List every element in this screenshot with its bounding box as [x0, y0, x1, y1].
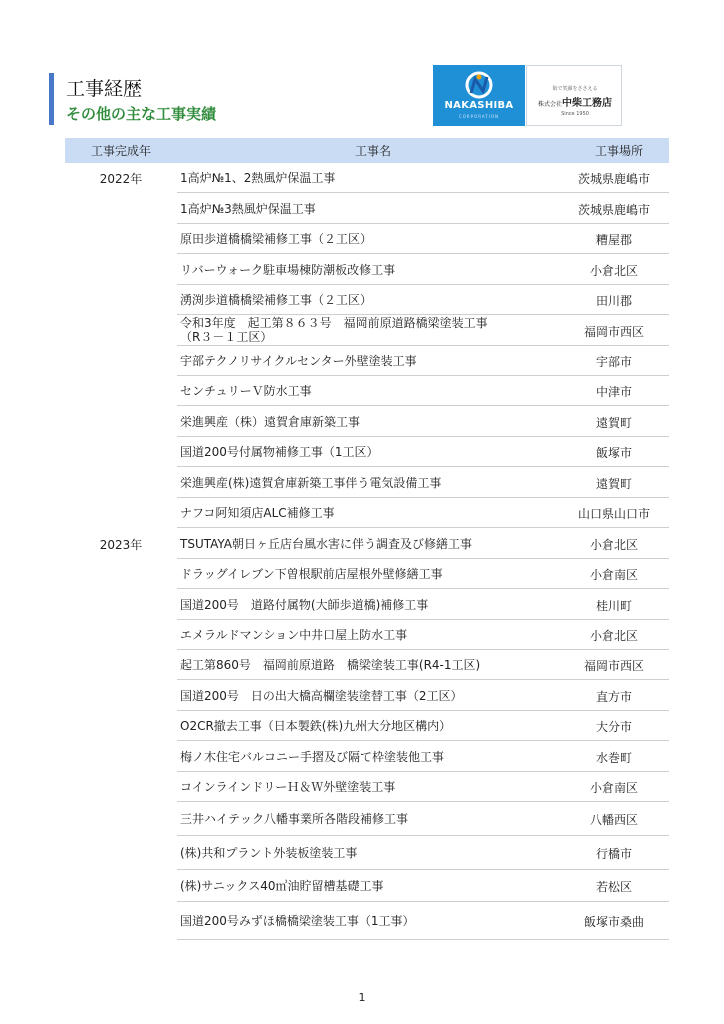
cell-name: 1高炉№1、2熱風炉保温工事 [180, 171, 336, 185]
cell-name: エメラルドマンション中井口屋上防水工事 [180, 628, 408, 642]
table-row [65, 620, 669, 650]
logo-company-prefix: 株式会社 [537, 101, 562, 108]
cell-location: 茨城県鹿嶋市 [577, 203, 650, 217]
cell-name: コインラインドリーＨ＆Ｗ外壁塗装工事 [180, 780, 396, 794]
cell-location: 小倉北区 [589, 264, 638, 278]
cell-location: 遠賀町 [595, 477, 632, 491]
cell-name: (株)共和プラント外装板塗装工事 [180, 846, 358, 860]
cell-location: 大分市 [595, 720, 632, 734]
cell-location: 糟屋郡 [595, 233, 632, 247]
cell-name: ナフコ阿知須店ALC補修工事 [180, 506, 335, 520]
table-header [65, 138, 669, 163]
page-title: 工事経歴 [66, 78, 143, 100]
cell-name: 国道200号付属物補修工事（1工区） [180, 445, 379, 459]
column-header-location: 工事場所 [594, 144, 643, 158]
table-row [65, 224, 669, 254]
logo-company [527, 94, 623, 109]
table-row [65, 836, 669, 870]
cell-location: 小倉北区 [589, 538, 638, 552]
table-row [65, 254, 669, 285]
table-row [65, 406, 669, 437]
column-header-name: 工事名 [354, 144, 391, 158]
table-row [65, 467, 669, 498]
cell-location: 茨城県鹿嶋市 [577, 172, 650, 186]
cell-year: 2022年 [99, 172, 143, 186]
cell-name [180, 316, 560, 344]
cell-location: 水巻町 [595, 751, 632, 765]
page-subtitle: その他の主な工事実績 [66, 105, 217, 123]
cell-name: 起工第860号 福岡前原道路 橋梁塗装工事(R4-1工区) [180, 658, 481, 672]
table-row [65, 870, 669, 902]
table-row [65, 437, 669, 467]
table-row [65, 559, 669, 589]
cell-location: 田川郡 [595, 294, 632, 308]
table-row [65, 902, 669, 940]
cell-name: センチュリーＶ防水工事 [180, 384, 312, 398]
table-row [65, 650, 669, 680]
table-row [65, 589, 669, 620]
table-row [65, 528, 669, 559]
table-row [65, 285, 669, 315]
cell-location: 福岡市西区 [583, 325, 644, 339]
table-row [65, 741, 669, 772]
cell-name: 三井ハイテック八幡事業所各階段補修工事 [180, 812, 409, 826]
row-divider [177, 939, 669, 940]
company-logo-text [526, 65, 622, 126]
cell-location: 八幡西区 [589, 813, 638, 827]
nakashiba-logo-icon [461, 71, 497, 99]
table-row [65, 498, 669, 528]
cell-name: 国道200号 日の出大橋高欄塗装塗替工事（2工区） [180, 689, 463, 703]
logo-company-name: 中柴工務店 [562, 98, 612, 109]
cell-name: 梅ノ木住宅バルコニー手摺及び隔て枠塗装他工事 [180, 750, 445, 764]
cell-location: 小倉北区 [589, 629, 638, 643]
table-row [65, 772, 669, 802]
cell-name: (株)サニックス40㎥油貯留槽基礎工事 [180, 879, 384, 893]
cell-name: 湧渕歩道橋橋梁補修工事（２工区） [180, 293, 373, 307]
logo-brand-name: NAKASHIBA [444, 100, 514, 111]
cell-name: 1高炉№3熱風炉保温工事 [180, 202, 316, 216]
page-number: 1 [358, 991, 366, 1004]
cell-location: 小倉南区 [589, 568, 638, 582]
cell-location: 行橋市 [595, 847, 632, 861]
table-row [65, 346, 669, 376]
table-row [65, 376, 669, 406]
cell-location: 小倉南区 [589, 781, 638, 795]
cell-location: 宇部市 [595, 355, 632, 369]
company-logo-mark [433, 65, 525, 126]
cell-location: 山口県山口市 [577, 507, 650, 521]
cell-location: 直方市 [595, 690, 632, 704]
cell-location: 桂川町 [595, 599, 632, 613]
cell-location: 若松区 [595, 880, 632, 894]
cell-year: 2023年 [99, 538, 143, 552]
cell-location: 福岡市西区 [583, 659, 644, 673]
cell-name: 宇部テクノリサイクルセンター外壁塗装工事 [180, 354, 417, 368]
table-row [65, 680, 669, 711]
logo-tagline: 街で笑顔をささえる [552, 86, 598, 92]
cell-location: 飯塚市桑曲 [583, 915, 644, 929]
table-row [65, 315, 669, 346]
cell-name: 栄進興産（株）遠賀倉庫新築工事 [180, 415, 361, 429]
cell-location: 遠賀町 [595, 416, 632, 430]
cell-name-line1: 令和3年度 起工第８６３号 福岡前原道路橋梁塗装工事 [180, 316, 488, 330]
cell-name: 原田歩道橋橋梁補修工事（２工区） [180, 232, 373, 246]
cell-location: 中津市 [595, 385, 632, 399]
column-header-year: 工事完成年 [90, 144, 151, 158]
cell-name: TSUTAYA朝日ヶ丘店台風水害に伴う調査及び修繕工事 [180, 537, 473, 551]
cell-name: 国道200号みずほ橋橋梁塗装工事（1工事） [180, 914, 415, 928]
cell-name: ドラッグイレブン下曽根駅前店屋根外壁修繕工事 [180, 567, 443, 581]
cell-name-line2: （R３－１工区） [180, 330, 273, 344]
cell-name: 国道200号 道路付属物(大師歩道橋)補修工事 [180, 598, 429, 612]
cell-name: リバーウォーク駐車場棟防潮板改修工事 [180, 263, 396, 277]
table-row [65, 163, 669, 193]
table-row [65, 711, 669, 741]
cell-name: O2CR撤去工事（日本製鉄(株)九州大分地区構内） [180, 719, 452, 733]
logo-brand-sub: CORPORATION [458, 114, 500, 119]
logo-since: Since 1950 [561, 111, 589, 117]
title-accent-bar [49, 73, 54, 125]
cell-name: 栄進興産(株)遠賀倉庫新築工事伴う電気設備工事 [180, 476, 442, 490]
works-table [65, 138, 669, 929]
table-row [65, 193, 669, 224]
table-row [65, 802, 669, 836]
cell-location: 飯塚市 [595, 446, 632, 460]
